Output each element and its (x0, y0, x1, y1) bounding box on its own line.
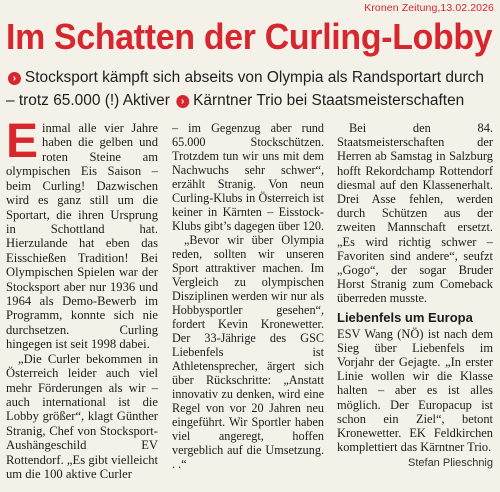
source-line: Kronen Zeitung,13.02.2026 (364, 2, 494, 14)
paragraph: „Die Curler bekommen in Österreich leider auch viel mehr Förderungen als wir – auch international ist die Lobby größer“, klagt Günther Stranig, Chef von Stocksport-Aushängeschild EV Rottendorf. „Es gibt vielleicht um die 100 aktive Curler (6, 351, 158, 482)
section-subheading: Liebenfels um Europa (337, 309, 473, 325)
paragraph-text: inmal alle vier Jahre haben die gelben und roten Steine am olympischen Eis Saison – beim Curling! Dazwischen wird es ganz still um die Sportart, die ihren Ursprung in Schottland hat. Hierzulande hat eben das Eisschießen Tradition! Bei Olympischen Spielen war der Stocksport aber nur 1936 und 1964 als Demo-Bewerb im Programm, konnte sich nie durchsetzen. Curling hingegen ist seit 1998 dabei. (6, 121, 158, 352)
paragraph (6, 115, 158, 352)
article-column-2 (172, 121, 324, 471)
subhead-line-1 (6, 66, 494, 89)
subhead-bullet-2: Kärntner Trio bei Staatsmeisterschaften (193, 92, 465, 109)
drop-cap: E (6, 115, 39, 168)
article-column-1 (6, 115, 158, 482)
paragraph: – im Gegenzug aber rund 65.000 Stockschützen. Trotzdem tun wir uns mit dem Nachwuchs sehr schwer“, erzählt Stranig. Von neun Curling-Klubs in Österreich ist keiner in Kärnten – Eisstock-Klubs gibt’s dagegen über 120. (172, 121, 324, 233)
paragraph: Bei den 84. Staatsmeisterschaften der Herren ab Samstag in Salzburg hofft Rekordchamp Rottendorf diesmal auf den Klassenerhalt. Drei Asse fehlen, werden durch Schützen aus der zweiten Mannschaft ersetzt. „Es wird richtig schwer – Favoriten sind andere“, seufzt „Gogo“, der sogar Bruder Horst Stranig zum Comeback überreden musste. (337, 121, 493, 306)
subhead-bullet-1: Stocksport kämpft sich abseits von Olympia als Randsportart durch (24, 69, 484, 86)
article-column-3 (337, 121, 493, 471)
author-byline: Stefan Plieschnig (408, 457, 493, 470)
red-circle-arrow-icon: › (176, 95, 189, 108)
subhead-line-2 (6, 89, 494, 112)
article-body (6, 115, 498, 489)
paragraph: „Bevor wir über Olympia reden, sollten wir unseren Sport attraktiver machen. Im Vergleich zu olympischen Disziplinen werden wir nur als Hobbysportler gesehen“, fordert Kevin Kronewetter. Der 33-Jährige des GSC Liebenfels ist Athletensprecher, ärgert sich über Rückschritte: „Anstatt innovativ zu denken, wird eine Regel von vor 20 Jahren neu eingeführt. Wir Sportler haben viel angeregt, hoffen vergeblich auf die Umsetzung. . .“ (172, 232, 324, 471)
paragraph: ESV Wang (NÖ) ist nach dem Sieg über Liebenfels im Vorjahr der Gejagte. „In erster Linie wollen wir die Klasse halten – aber es ist alles möglich. Der Europacup ist schon ein Ziel“, betont Kronewetter. EK Feldkirchen komplettiert das Kärntner Trio. (337, 326, 493, 455)
subhead-continuation: – trotz 65.000 (!) Aktiver (6, 92, 170, 109)
headline: Im Schatten der Curling-Lobby (6, 16, 493, 57)
subheadline (6, 66, 496, 112)
red-circle-arrow-icon: › (8, 72, 21, 85)
